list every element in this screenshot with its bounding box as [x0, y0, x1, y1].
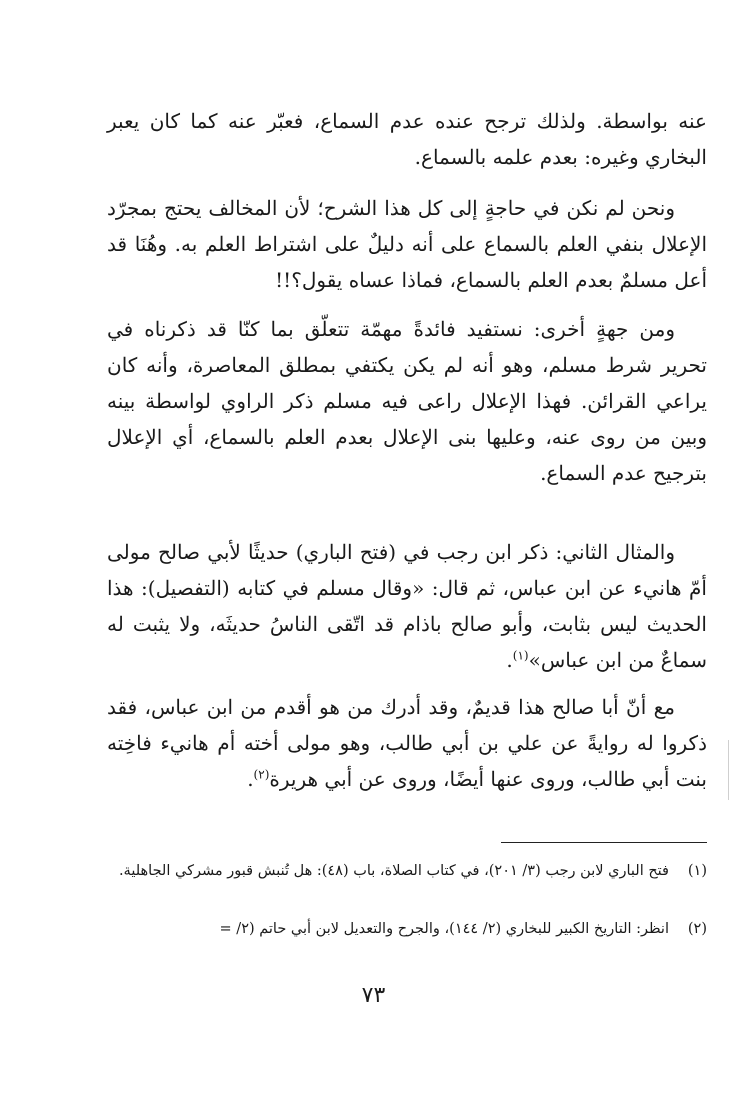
footnote-1-text: فتح الباري لابن رجب (٣/ ٢٠١)، في كتاب الصلاة، باب (٤٨): هل تُنبش قبور مشركي الجاهلية.	[118, 863, 669, 879]
paragraph-3	[107, 311, 707, 491]
paragraph-2-text: ونحن لم نكن في حاجةٍ إلى كل هذا الشرح؛ لأن المخالف يحتج بمجرّد الإعلال بنفي العلم بالسماع على أنه دليلٌ على اشتراط العلم به. وهُنَا قد أعل مسلمٌ بعدم العلم بالسماع، فماذا عساه يقول؟!!	[107, 196, 707, 292]
footnote-divider	[501, 842, 707, 843]
paragraph-5-end: .	[247, 767, 254, 791]
paragraph-5	[107, 689, 707, 797]
paragraph-1-text: عنه بواسطة. ولذلك ترجح عنده عدم السماع، فعبّر عنه كما كان يعبر البخاري وغيره: بعدم علمه بالسماع.	[107, 109, 707, 169]
paragraph-4	[107, 534, 707, 678]
footnote-ref-1[interactable]: (١)	[512, 648, 529, 663]
footnote-1	[107, 858, 707, 884]
footnote-1-number: (١)	[687, 863, 707, 879]
paragraph-1	[107, 103, 707, 175]
paragraph-3-text: ومن جهةٍ أخرى: نستفيد فائدةً مهمّة تتعلّق بما كنّا قد ذكرناه في تحرير شرط مسلم، وهو أنه لم يكن يكتفي بمطلق المعاصرة، وأنه كان يراعي القرائن. فهذا الإعلال راعى فيه مسلم ذكر الراوي لواسطة بينه وبين من روى عنه، وعليها بنى الإعلال بعدم العلم بالسماع، أي الإعلال بترجيح عدم السماع.	[107, 317, 707, 485]
footnote-2-text: انظر: التاريخ الكبير للبخاري (٢/ ١٤٤)، والجرح والتعديل لابن أبي حاتم (٢/ =	[219, 921, 669, 937]
page-number: ٧٣	[361, 983, 386, 1008]
paragraph-4-text: والمثال الثاني: ذكر ابن رجب في (فتح الباري) حديثًا لأبي صالح مولى أمّ هانيء عن ابن عباس، ثم قال: «وقال مسلم في كتابه (التفصيل): هذا الحديث ليس بثابت، وأبو صالح باذام قد اتّقى الناسُ حديثَه، ولا يثبت له سماعٌ من ابن عباس»	[107, 540, 707, 672]
scan-edge-mark	[728, 740, 729, 800]
footnote-ref-2[interactable]: (٢)	[253, 767, 270, 782]
footnote-2	[107, 916, 707, 942]
paragraph-2	[107, 190, 707, 298]
footnote-2-number: (٢)	[687, 921, 707, 937]
paragraph-4-end: .	[506, 648, 513, 672]
paragraph-5-text: مع أنّ أبا صالح هذا قديمٌ، وقد أدرك من هو أقدم من ابن عباس، فقد ذكروا له روايةً عن علي بن أبي طالب، وهو مولى أخته أم هانيء فاخِته بنت أبي طالب، وروى عنها أيضًا، وروى عن أبي هريرة	[107, 695, 707, 791]
